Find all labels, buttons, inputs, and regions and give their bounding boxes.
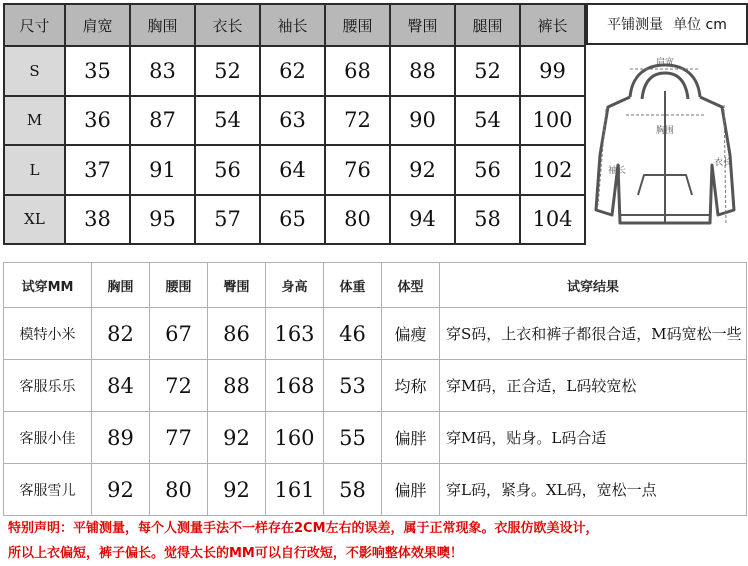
trial-header-cell: 体重 (324, 263, 382, 308)
size-header-cell: 衣长 (195, 4, 260, 46)
model-name-cell: 客服乐乐 (4, 360, 92, 412)
trial-row (4, 464, 747, 516)
trial-row (4, 412, 747, 464)
measure-title: 平铺测量 (607, 17, 664, 33)
size-header-cell: 胸围 (130, 4, 195, 46)
size-value-cell: 94 (390, 195, 455, 244)
size-value-cell: 52 (195, 46, 260, 95)
size-value-cell: 87 (130, 96, 195, 145)
size-value-cell: 52 (455, 46, 520, 95)
trial-header-cell: 试穿结果 (440, 263, 747, 308)
hoodie-icon (586, 45, 744, 245)
trial-value-cell: 58 (324, 464, 382, 516)
size-label-cell: XL (4, 195, 65, 244)
trial-header-cell: 身高 (266, 263, 324, 308)
trial-value-cell: 67 (150, 308, 208, 360)
trial-value-cell: 92 (92, 464, 150, 516)
trial-header-cell: 臀围 (208, 263, 266, 308)
trial-value-cell: 88 (208, 360, 266, 412)
trial-result-cell: 穿L码，紧身。XL码，宽松一点 (440, 464, 747, 516)
size-row (4, 145, 585, 194)
size-value-cell: 91 (130, 145, 195, 194)
trial-header-cell: 体型 (382, 263, 440, 308)
trial-value-cell: 163 (266, 308, 324, 360)
trial-value-cell: 92 (208, 412, 266, 464)
size-value-cell: 58 (455, 195, 520, 244)
size-header-cell: 腰围 (325, 4, 390, 46)
size-value-cell: 56 (195, 145, 260, 194)
size-label-cell: M (4, 96, 65, 145)
trial-value-cell: 55 (324, 412, 382, 464)
trial-row (4, 360, 747, 412)
size-value-cell: 90 (390, 96, 455, 145)
size-value-cell: 104 (520, 195, 585, 244)
size-row (4, 96, 585, 145)
trial-result-cell: 穿S码，上衣和裤子都很合适，M码宽松一些 (440, 308, 747, 360)
length-label: 衣长 (714, 158, 733, 168)
body-type-cell: 均称 (382, 360, 440, 412)
size-header-cell: 尺寸 (4, 4, 65, 46)
size-value-cell: 72 (325, 96, 390, 145)
trial-value-cell: 161 (266, 464, 324, 516)
size-value-cell: 76 (325, 145, 390, 194)
model-name-cell: 客服雪儿 (4, 464, 92, 516)
size-row (4, 46, 585, 95)
size-value-cell: 56 (455, 145, 520, 194)
size-header-cell: 袖长 (260, 4, 325, 46)
trial-value-cell: 80 (150, 464, 208, 516)
size-value-cell: 54 (455, 96, 520, 145)
trial-header-cell: 胸围 (92, 263, 150, 308)
size-value-cell: 36 (65, 96, 130, 145)
hoodie-measurement-illustration (586, 45, 744, 245)
trial-value-cell: 53 (324, 360, 382, 412)
size-row (4, 195, 585, 244)
body-type-cell: 偏瘦 (382, 308, 440, 360)
size-value-cell: 100 (520, 96, 585, 145)
trial-row (4, 308, 747, 360)
notice-line-1: 特别声明：平铺测量，每个人测量手法不一样存在2CM左右的误差，属于正常现象。衣服仿欧美设计， (8, 521, 599, 536)
size-value-cell: 37 (65, 145, 130, 194)
size-value-cell: 95 (130, 195, 195, 244)
size-value-cell: 80 (325, 195, 390, 244)
size-value-cell: 83 (130, 46, 195, 95)
trial-value-cell: 84 (92, 360, 150, 412)
size-header-cell: 肩宽 (65, 4, 130, 46)
trial-table-header-row (4, 263, 747, 308)
notice-line-2: 所以上衣偏短，裤子偏长。觉得太长的MM可以自行改短，不影响整体效果噢！ (8, 546, 463, 561)
size-table (3, 3, 586, 245)
trial-value-cell: 160 (266, 412, 324, 464)
size-header-cell: 裤长 (520, 4, 585, 46)
chest-label: 胸围 (656, 126, 675, 136)
model-name-cell: 模特小米 (4, 308, 92, 360)
size-value-cell: 63 (260, 96, 325, 145)
size-value-cell: 99 (520, 46, 585, 95)
size-value-cell: 92 (390, 145, 455, 194)
trial-result-cell: 穿M码，正合适，L码较宽松 (440, 360, 747, 412)
size-value-cell: 68 (325, 46, 390, 95)
size-value-cell: 88 (390, 46, 455, 95)
trial-table (3, 262, 747, 516)
size-header-cell: 腿围 (455, 4, 520, 46)
trial-value-cell: 92 (208, 464, 266, 516)
model-name-cell: 客服小佳 (4, 412, 92, 464)
trial-value-cell: 72 (150, 360, 208, 412)
trial-header-cell: 试穿MM (4, 263, 92, 308)
trial-value-cell: 82 (92, 308, 150, 360)
measure-unit: 单位 cm (673, 17, 727, 33)
trial-value-cell: 168 (266, 360, 324, 412)
size-header-cell: 臀围 (390, 4, 455, 46)
special-notice (8, 516, 744, 566)
measure-panel-header (586, 3, 748, 45)
trial-result-cell: 穿M码，贴身。L码合适 (440, 412, 747, 464)
size-value-cell: 102 (520, 145, 585, 194)
size-value-cell: 62 (260, 46, 325, 95)
body-type-cell: 偏胖 (382, 464, 440, 516)
size-value-cell: 64 (260, 145, 325, 194)
trial-header-cell: 腰围 (150, 263, 208, 308)
trial-value-cell: 77 (150, 412, 208, 464)
body-type-cell: 偏胖 (382, 412, 440, 464)
size-label-cell: L (4, 145, 65, 194)
size-table-header-row (4, 4, 585, 46)
size-value-cell: 35 (65, 46, 130, 95)
shoulder-label: 肩宽 (656, 58, 675, 68)
size-label-cell: S (4, 46, 65, 95)
size-value-cell: 65 (260, 195, 325, 244)
trial-value-cell: 46 (324, 308, 382, 360)
sleeve-label: 袖长 (608, 166, 627, 176)
size-value-cell: 54 (195, 96, 260, 145)
trial-value-cell: 89 (92, 412, 150, 464)
trial-value-cell: 86 (208, 308, 266, 360)
size-value-cell: 38 (65, 195, 130, 244)
size-value-cell: 57 (195, 195, 260, 244)
